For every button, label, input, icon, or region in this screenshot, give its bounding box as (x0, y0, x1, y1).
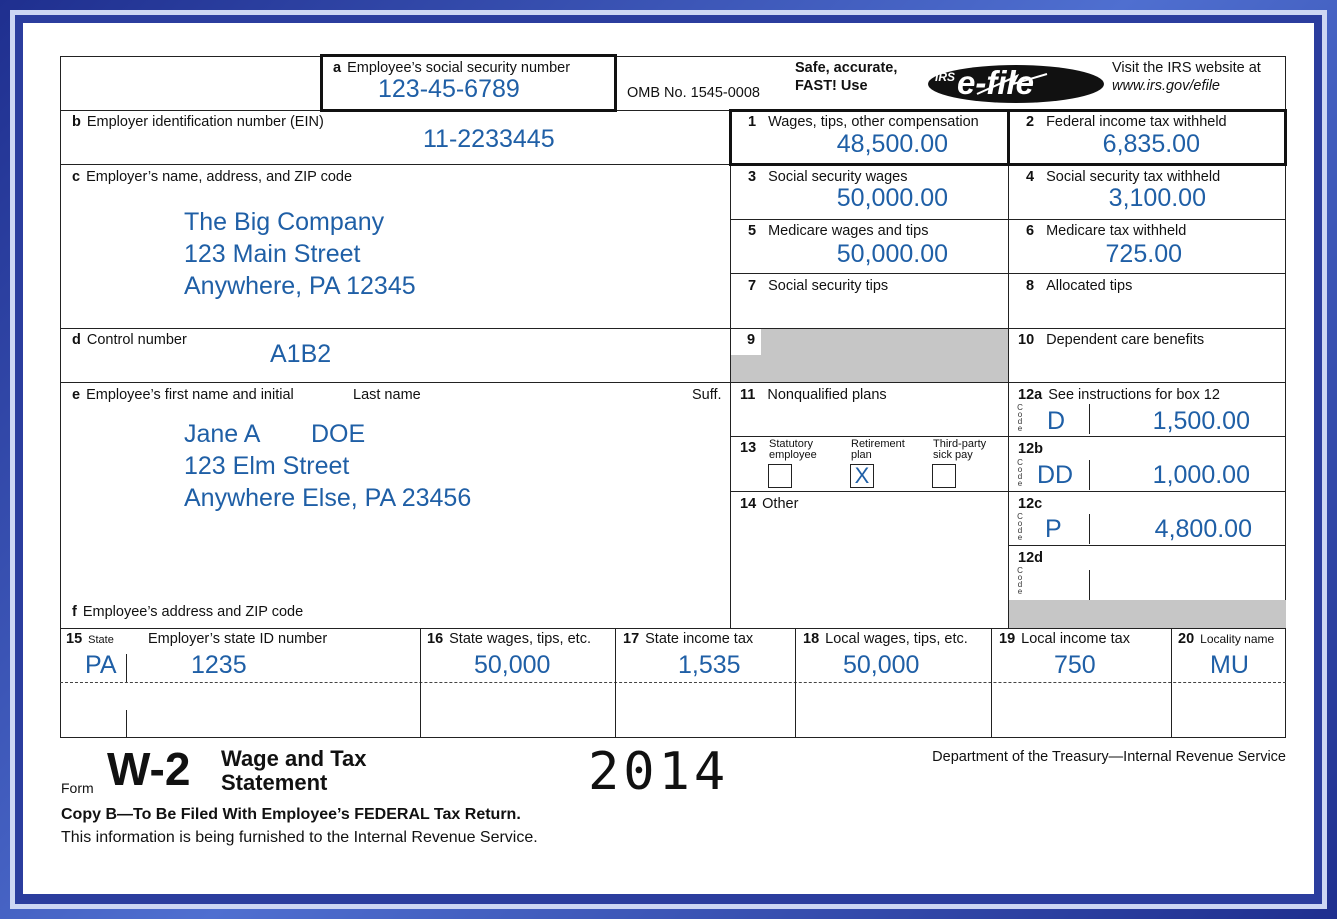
box-2-value: 6,835.00 (1102, 130, 1200, 158)
employee-street: 123 Elm Street (184, 452, 350, 480)
form-word: Form (61, 780, 94, 796)
ein-value: 11-2233445 (423, 125, 555, 153)
box-f-label: f Employee’s address and ZIP code (72, 604, 304, 620)
copy-b-text: Copy B—To Be Filed With Employee’s FEDERAL Tax Return. (61, 806, 521, 823)
statutory-employee-checkbox[interactable] (768, 464, 792, 488)
omb-number: OMB No. 1545-0008 (627, 85, 760, 101)
box-19-label: 19 Local income tax (999, 631, 1130, 647)
box-b-label: b Employer identification number (EIN) (72, 114, 324, 130)
box-4-label: 4 Social security tax withheld (1026, 169, 1221, 185)
box-3-label: 3 Social security wages (748, 169, 908, 185)
box-12d-number: 12d (1018, 550, 1043, 566)
box-12b-value: 1,000.00 (1152, 461, 1250, 489)
irs-efile-url[interactable]: www.irs.gov/efile (1112, 78, 1220, 94)
box-18-label: 18 Local wages, tips, etc. (803, 631, 968, 647)
box-12a-value: 1,500.00 (1152, 407, 1250, 435)
box-12c-number: 12c (1018, 496, 1043, 512)
last-name-label: Last name (353, 387, 421, 403)
box-16-label: 16 State wages, tips, etc. (427, 631, 591, 647)
thirdparty-label-1: Third-party (933, 438, 987, 450)
retirement-plan-checkbox[interactable]: X (850, 464, 874, 488)
irs-efile-logo: IRS e-file (927, 64, 1105, 104)
form-title-line2: Statement (221, 770, 328, 795)
ssn-value: 123-45-6789 (378, 75, 520, 103)
safe-accurate-text: Safe, accurate, (795, 60, 898, 76)
box-12a-label: 12a See instructions for box 12 (1018, 387, 1220, 403)
box-1-label: 1 Wages, tips, other compensation (748, 114, 979, 130)
w2-title: W-2 (107, 743, 191, 795)
employee-last-name: DOE (311, 420, 366, 448)
employer-city: Anywhere, PA 12345 (184, 272, 416, 300)
employer-name: The Big Company (184, 208, 385, 236)
box-12b-number: 12b (1018, 441, 1043, 457)
box-12d-shaded (1009, 600, 1286, 628)
box-19-value: 750 (1054, 651, 1096, 679)
box-6-value: 725.00 (1105, 240, 1182, 268)
code-label-12d: C o d e (1017, 566, 1023, 596)
employee-first-name: Jane A (184, 420, 261, 448)
form-title-line1: Wage and Tax (221, 746, 367, 771)
box-20-value: MU (1210, 651, 1249, 679)
box-18-value: 50,000 (843, 651, 920, 679)
box-15-state: PA (85, 651, 117, 679)
box-c-label: c Employer’s name, address, and ZIP code (72, 169, 353, 185)
box-12c-value: 4,800.00 (1154, 515, 1252, 543)
code-label-12c: C o d e (1017, 512, 1023, 542)
suffix-label: Suff. (692, 387, 722, 403)
visit-irs-text: Visit the IRS website at (1112, 60, 1261, 76)
code-label-12a: C o d e (1017, 403, 1023, 433)
box-13-number: 13 (740, 440, 757, 456)
third-party-sick-pay-checkbox[interactable] (932, 464, 956, 488)
box-17-value: 1,535 (678, 651, 741, 679)
employer-street: 123 Main Street (184, 240, 361, 268)
box-8-label: 8 Allocated tips (1026, 278, 1133, 294)
box-15-state-id: 1235 (191, 651, 247, 679)
box-12c-code: P (1045, 515, 1062, 543)
box-e-label: e Employee’s first name and initial (72, 387, 294, 403)
box-11-label: 11 Nonqualified plans (740, 387, 887, 403)
thirdparty-label-2: sick pay (933, 449, 973, 461)
statutory-label-2: employee (769, 449, 817, 461)
box-12a-code: D (1047, 407, 1066, 435)
department-text: Department of the Treasury—Internal Revenue Service (932, 749, 1286, 765)
statutory-label-1: Statutory (769, 438, 814, 450)
box-16-value: 50,000 (474, 651, 551, 679)
box-17-label: 17 State income tax (623, 631, 754, 647)
box-9-number: 9 (747, 332, 756, 348)
furnished-info-text: This information is being furnished to the Internal Revenue Service. (61, 829, 538, 846)
box-4-value: 3,100.00 (1108, 184, 1206, 212)
control-number-value: A1B2 (270, 340, 332, 368)
box-9-shaded (731, 329, 1008, 382)
fast-use-text: FAST! Use (795, 78, 868, 94)
retirement-label-1: Retirement (851, 438, 905, 450)
box-2-label: 2 Federal income tax withheld (1026, 114, 1227, 130)
box-12b-code: DD (1037, 461, 1074, 489)
employee-city: Anywhere Else, PA 23456 (184, 484, 472, 512)
box-10-label: 10 Dependent care benefits (1018, 332, 1205, 348)
box-14-label: 14 Other (740, 496, 799, 512)
box-3-value: 50,000.00 (836, 184, 948, 212)
box-a-label: a Employee’s social security number (333, 60, 571, 76)
box-15-id-label: Employer’s state ID number (148, 631, 328, 647)
box-6-label: 6 Medicare tax withheld (1026, 223, 1187, 239)
box-7-label: 7 Social security tips (748, 278, 889, 294)
box-d-label: d Control number (72, 332, 187, 348)
box-5-value: 50,000.00 (836, 240, 948, 268)
box-20-label: 20 Locality name (1178, 631, 1275, 647)
box-1-value: 48,500.00 (836, 130, 948, 158)
box-15-label: 15 State (66, 631, 114, 647)
code-label-12b: C o d e (1017, 458, 1023, 488)
retirement-label-2: plan (851, 449, 872, 461)
tax-year: 2014 (588, 742, 730, 802)
box-5-label: 5 Medicare wages and tips (748, 223, 929, 239)
